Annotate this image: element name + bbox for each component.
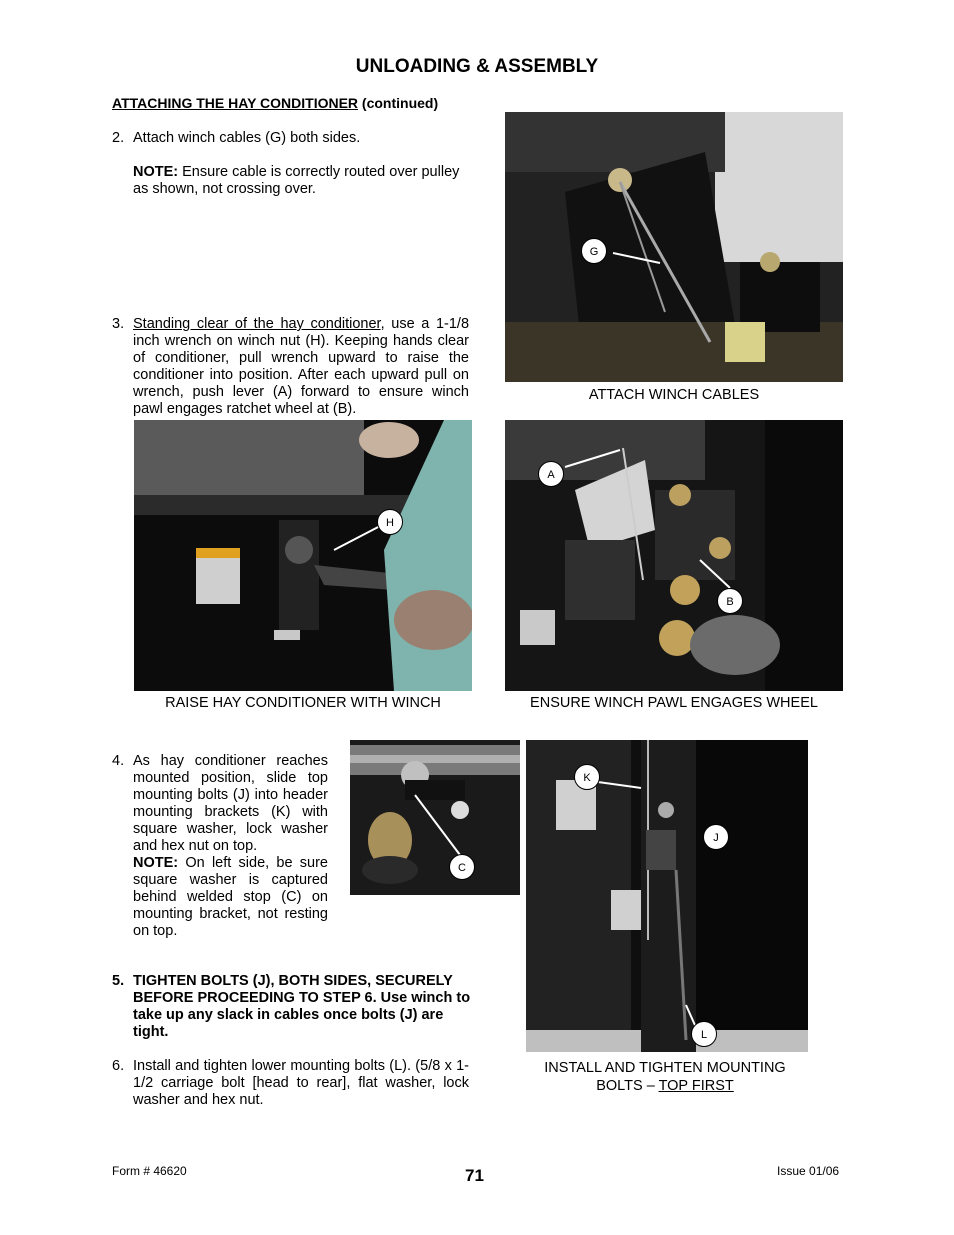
step-4-number: 4. <box>112 753 125 769</box>
photo-attach-winch-cables <box>505 112 843 382</box>
photo-mounting-bolts <box>526 740 808 1052</box>
step-2-number: 2. <box>112 130 125 146</box>
callout-h: H <box>377 509 403 535</box>
caption-install-line2-underlined: TOP FIRST <box>658 1078 734 1094</box>
caption-install-line2-prefix: BOLTS – <box>596 1078 659 1094</box>
callout-k: K <box>574 764 600 790</box>
caption-pawl: ENSURE WINCH PAWL ENGAGES WHEEL <box>530 695 818 711</box>
section-heading-title: ATTACHING THE HAY CONDITIONER <box>112 95 359 111</box>
callout-j: J <box>703 824 729 850</box>
issue-date: Issue 01/06 <box>777 1164 840 1178</box>
photo-raise-hay-conditioner <box>134 420 472 691</box>
step-3-underlined: Standing clear of the hay conditioner <box>133 316 381 332</box>
step-2-text: Attach winch cables (G) both sides. <box>133 130 361 146</box>
photo-winch-pawl <box>505 420 843 691</box>
section-heading <box>112 95 438 111</box>
step-3-number: 3. <box>112 316 125 332</box>
caption-attach-winch-cables: ATTACH WINCH CABLES <box>588 387 760 403</box>
note-text: On left side, be sure square washer is captured behind welded stop (C) on mounting bracket, not resting on top. <box>133 855 328 939</box>
page-title: UNLOADING & ASSEMBLY <box>355 56 599 77</box>
caption-install <box>526 1059 804 1095</box>
caption-install-line2 <box>526 1077 804 1095</box>
section-heading-suffix: (continued) <box>358 95 439 111</box>
step-3-body: , use a 1-1/8 inch wrench on winch nut (H). Keeping hands clear of conditioner, pull wrench upward to raise the conditioner into position. After each upward pull on wrench, push lever (A) forward to ensure winch pawl engages ratchet wheel at (B). <box>133 316 470 417</box>
step-2-note <box>133 164 473 198</box>
note-label: NOTE: <box>133 855 179 871</box>
form-number: Form # 46620 <box>112 1164 187 1178</box>
step-6-number: 6. <box>112 1058 125 1074</box>
callout-a: A <box>538 461 564 487</box>
step-4-note <box>133 855 328 940</box>
step-3-text <box>133 316 469 418</box>
callout-b: B <box>717 588 743 614</box>
step-4-text: As hay conditioner reaches mounted position, slide top mounting bolts (J) into header mounting brackets (K) with square washer, lock washer and hex nut on top. <box>133 753 328 854</box>
step-5-number: 5. <box>112 973 125 989</box>
photo-welded-stop <box>350 740 520 895</box>
caption-raise: RAISE HAY CONDITIONER WITH WINCH <box>165 695 441 711</box>
callout-c: C <box>449 854 475 880</box>
step-6-text: Install and tighten lower mounting bolts (L). (5/8 x 1-1/2 carriage bolt [head to rear], flat washer, lock washer and hex nut. <box>133 1058 469 1108</box>
page-number: 71 <box>465 1166 484 1185</box>
note-text: Ensure cable is correctly routed over pulley as shown, not crossing over. <box>133 164 460 197</box>
note-label: NOTE: <box>133 164 179 180</box>
callout-l: L <box>691 1021 717 1047</box>
callout-g: G <box>581 238 607 264</box>
step-5-text: TIGHTEN BOLTS (J), BOTH SIDES, SECURELY BEFORE PROCEEDING TO STEP 6. Use winch to take up any slack in cables once bolts (J) are tight. <box>133 973 471 1040</box>
caption-install-line1: INSTALL AND TIGHTEN MOUNTING <box>544 1060 786 1076</box>
